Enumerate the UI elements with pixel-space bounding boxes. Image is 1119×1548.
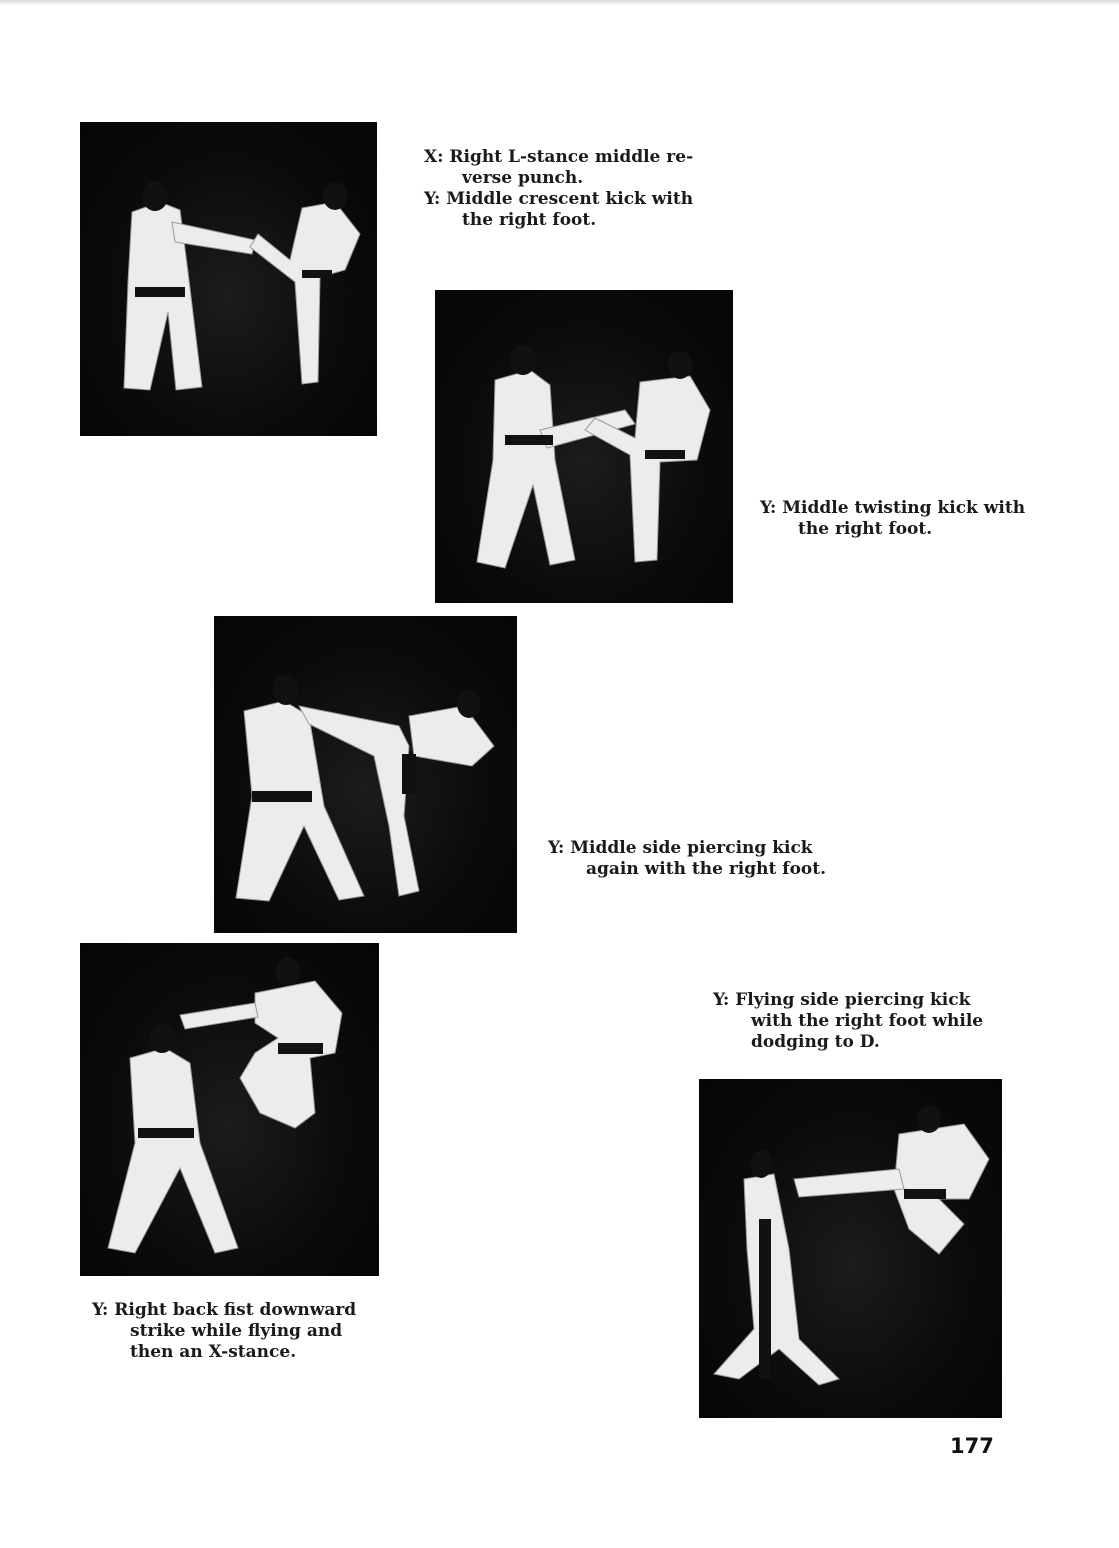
caption-line: Y: Right back fist downward [92,1300,357,1320]
caption-line: dodging to D. [751,1032,880,1052]
caption-line: the right foot. [462,210,597,230]
caption-5 [92,1300,356,1363]
caption-line: Y: Middle side piercing kick [548,838,813,858]
caption-3 [548,838,826,880]
photo-crescent-kick [80,122,377,436]
caption-4 [713,990,983,1053]
caption-line: again with the right foot. [586,859,827,879]
photo-figures [80,122,377,436]
photo-figures [80,943,379,1276]
photo-figures [214,616,517,933]
photo-figures [699,1079,1002,1418]
page-number: 177 [950,1434,994,1458]
caption-line: Y: Middle twisting kick with [760,498,1026,518]
photo-flying-side-kick [699,1079,1002,1418]
photo-figures [435,290,733,603]
page-edge-shadow [0,0,1119,6]
photo-side-piercing-kick [214,616,517,933]
caption-line: with the right foot while [751,1011,984,1031]
photo-back-fist-strike [80,943,379,1276]
caption-line: then an X-stance. [130,1342,297,1362]
caption-line: verse punch. [462,168,584,188]
caption-line: Y: Middle crescent kick with [424,189,694,209]
caption-1 [424,147,693,231]
caption-line: Y: Flying side piercing kick [713,990,971,1010]
caption-line: the right foot. [798,519,933,539]
photo-twisting-kick [435,290,733,603]
caption-line: strike while flying and [130,1321,343,1341]
caption-2 [760,498,1025,540]
caption-line: X: Right L-stance middle re- [424,147,694,167]
